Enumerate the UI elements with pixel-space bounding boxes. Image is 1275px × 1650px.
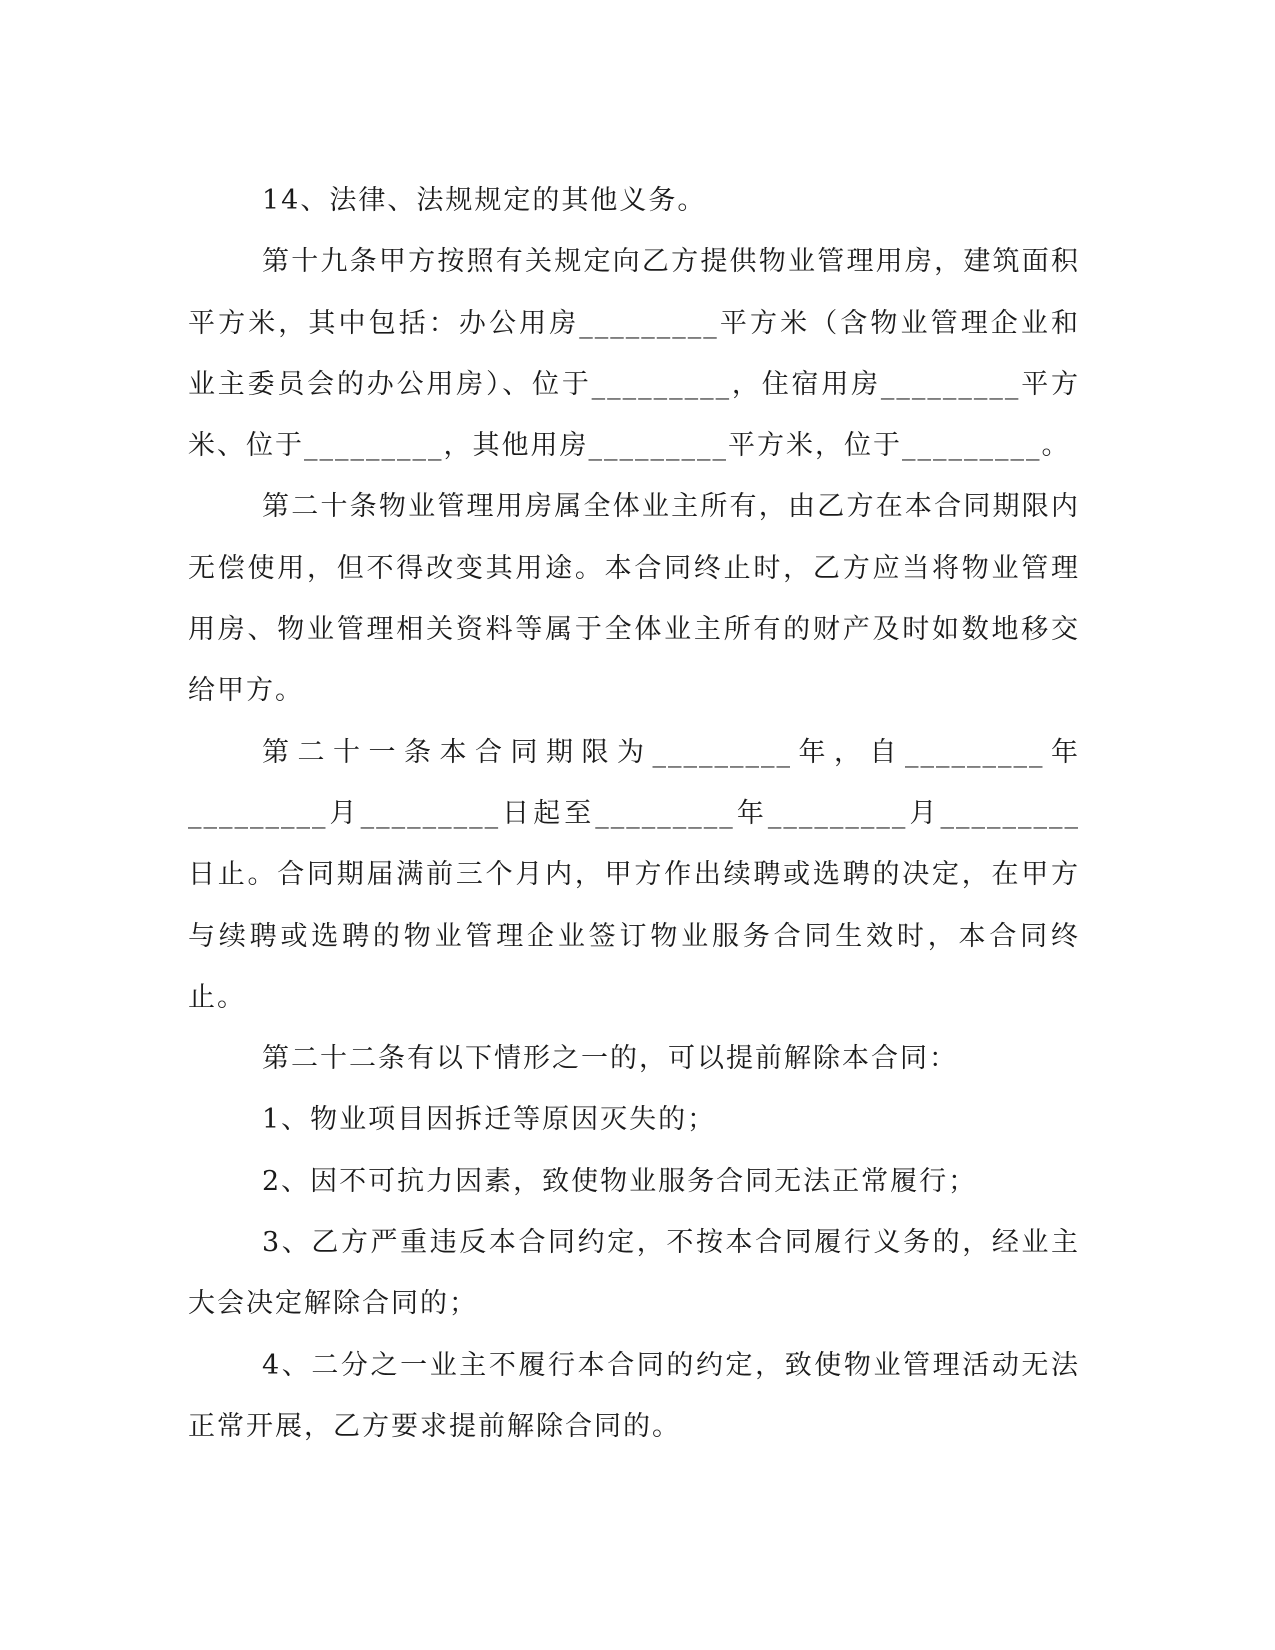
paragraph-item-4: 4、二分之一业主不履行本合同的约定，致使物业管理活动无法正常开展，乙方要求提前解除合同的。	[188, 1349, 1080, 1442]
paragraph-item-2: 2、因不可抗力因素，致使物业服务合同无法正常履行；	[262, 1165, 978, 1197]
paragraph-item-14: 14、法律、法规规定的其他义务。	[262, 185, 707, 216]
paragraph-article-22: 第二十二条有以下情形之一的，可以提前解除本合同：	[262, 1043, 958, 1075]
paragraph-item-3: 3、乙方严重违反本合同约定，不按本合同履行义务的，经业主大会决定解除合同的；	[188, 1227, 1080, 1320]
document-body	[188, 170, 1080, 1457]
paragraph-article-20: 第二十条物业管理用房属全体业主所有，由乙方在本合同期限内无偿使用，但不得改变其用途。本合同终止时，乙方应当将物业管理用房、物业管理相关资料等属于全体业主所有的财产及时如数地移交给甲方。	[188, 491, 1080, 707]
paragraph-item-1: 1、物业项目因拆迁等原因灭失的；	[262, 1104, 717, 1136]
paragraph-article-21: 第二十一条本合同期限为_________年，自_________年_________月_________日起至_________年_________月_________日止。合同期届满前三个月内，甲方作出续聘或选聘的决定，在甲方与续聘或选聘的物业管理企业签订物业服务合同生效时，本合同终止。	[188, 736, 1080, 1013]
paragraph-article-19: 第十九条甲方按照有关规定向乙方提供物业管理用房，建筑面积平方米，其中包括：办公用房_________平方米（含物业管理企业和业主委员会的办公用房）、位于_________，住宿用房_________平方米、位于_________，其他用房_________平方米，位于_________。	[188, 246, 1080, 462]
